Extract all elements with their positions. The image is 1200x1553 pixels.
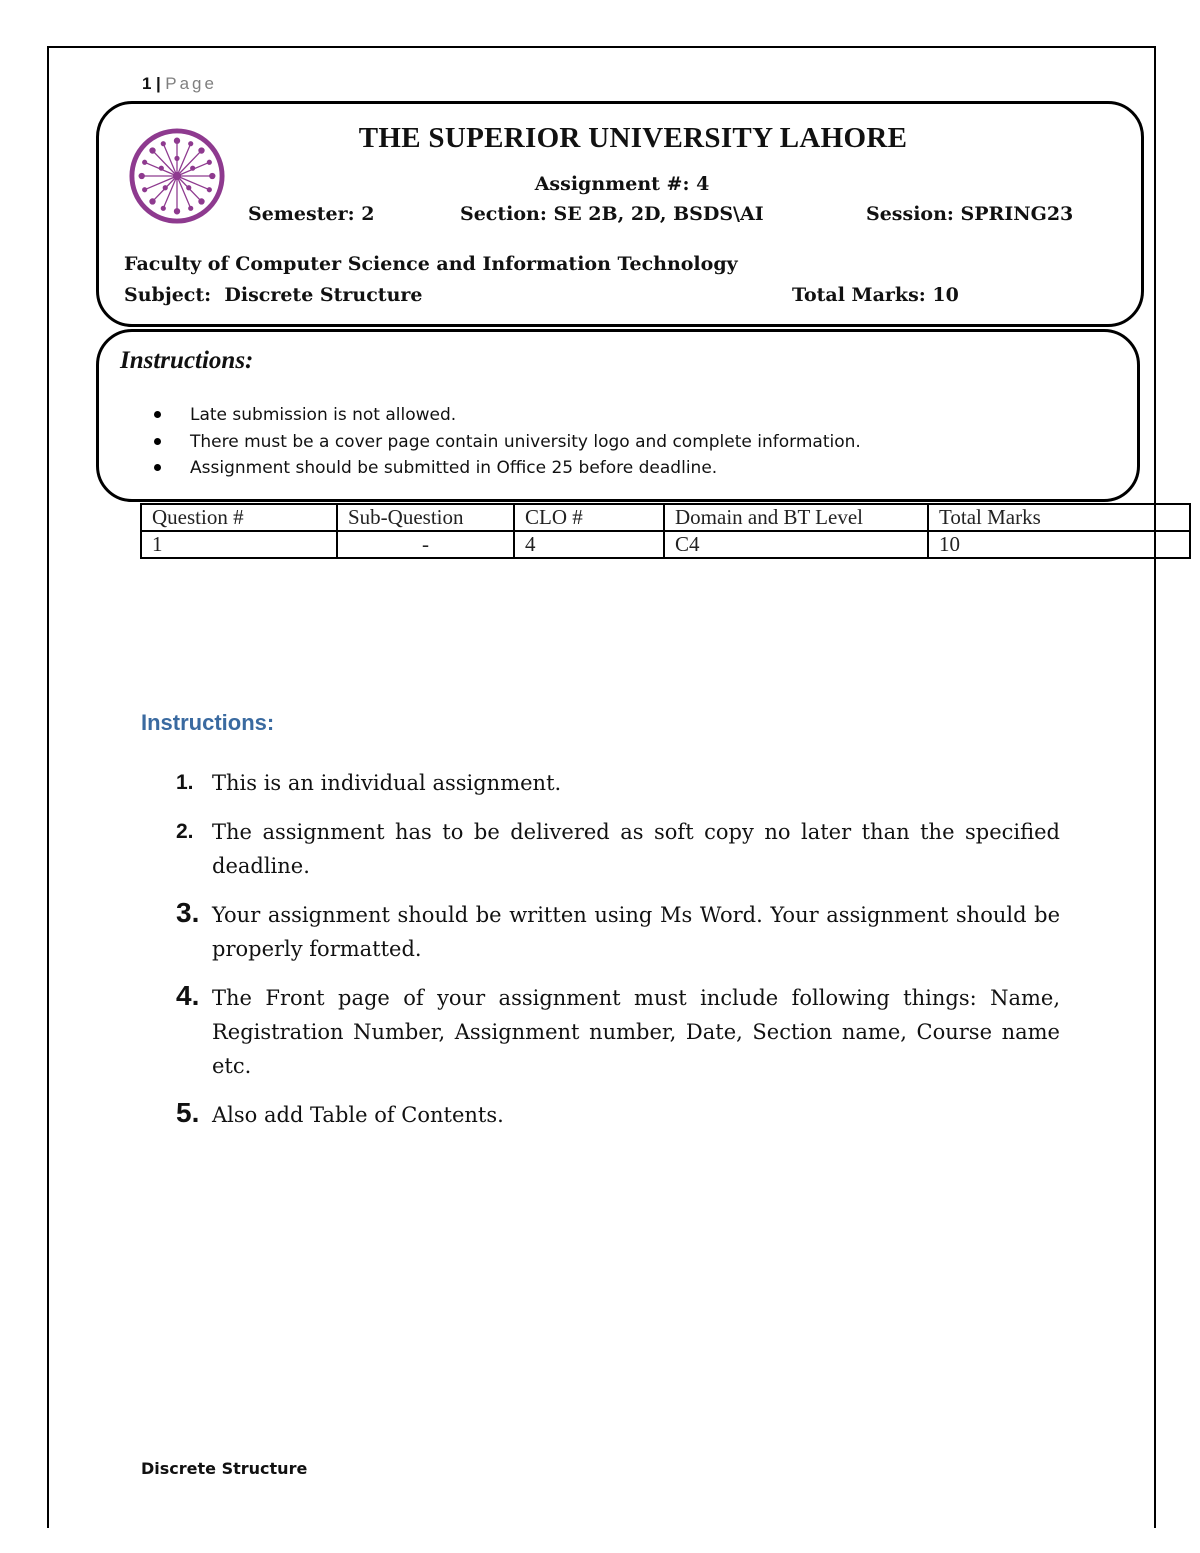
table-cell: -	[337, 531, 514, 558]
list-item-text: Your assignment should be written using Ms Word. Your assignment should be properly formatted.	[212, 903, 1060, 961]
list-item	[152, 404, 861, 431]
bullet-icon	[154, 411, 161, 418]
university-title: THE SUPERIOR UNIVERSITY LAHORE	[358, 122, 908, 154]
semester-field: Semester: 2	[248, 203, 375, 225]
table-header-cell: Domain and BT Level	[664, 504, 928, 531]
question-table	[140, 503, 1191, 559]
total-marks-field: Total Marks: 10	[792, 284, 959, 306]
page-number	[142, 74, 217, 94]
list-item-text: This is an individual assignment.	[212, 771, 562, 795]
list-item	[152, 457, 861, 484]
list-item	[176, 766, 1060, 800]
table-header-cell: Total Marks	[928, 504, 1190, 531]
table-cell: 4	[514, 531, 664, 558]
table-header-cell: Sub-Question	[337, 504, 514, 531]
list-item	[176, 815, 1060, 883]
list-number: 1.	[176, 771, 194, 794]
list-number: 2.	[176, 820, 194, 843]
page-number-value: 1	[142, 74, 152, 93]
session-field: Session: SPRING23	[866, 203, 1074, 225]
table-header-cell: Question #	[141, 504, 337, 531]
instructions-box-heading: Instructions:	[120, 347, 254, 374]
list-item-text: The Front page of your assignment must include following things: Name, Registration Number, Assignment number, Date, Section name, Course name etc.	[212, 986, 1060, 1078]
instructions-heading: Instructions:	[141, 710, 275, 735]
list-item-text: Assignment should be submitted in Office 25 before deadline.	[190, 458, 718, 478]
assignment-number: Assignment #: 4	[534, 173, 710, 195]
faculty-field: Faculty of Computer Science and Information Technology	[124, 253, 738, 275]
list-item	[152, 431, 861, 458]
list-item-text: Late submission is not allowed.	[190, 405, 457, 425]
list-item-text: Also add Table of Contents.	[212, 1103, 504, 1127]
list-item	[176, 1098, 1060, 1132]
table-cell: C4	[664, 531, 928, 558]
list-item	[176, 898, 1060, 966]
table-header-cell: CLO #	[514, 504, 664, 531]
page-number-separator: |	[155, 74, 162, 93]
list-item-text: The assignment has to be delivered as soft copy no later than the specified deadline.	[212, 820, 1060, 878]
table-header-row	[141, 504, 1190, 531]
list-item-text: There must be a cover page contain university logo and complete information.	[190, 431, 861, 452]
subject-field: Subject: Discrete Structure	[124, 284, 423, 306]
instructions-box-list	[152, 404, 861, 484]
page-word: Page	[165, 74, 217, 93]
footer-text: Discrete Structure	[141, 1459, 308, 1478]
bullet-icon	[154, 438, 161, 445]
list-item	[176, 981, 1060, 1083]
table-row	[141, 531, 1190, 558]
list-number: 5.	[176, 1097, 200, 1128]
list-number: 3.	[176, 897, 200, 928]
list-number: 4.	[176, 980, 200, 1011]
section-field: Section: SE 2B, 2D, BSDS\AI	[460, 203, 764, 225]
table-cell: 10	[928, 531, 1190, 558]
instructions-list	[176, 766, 1060, 1147]
table-cell: 1	[141, 531, 337, 558]
bullet-icon	[154, 464, 161, 471]
